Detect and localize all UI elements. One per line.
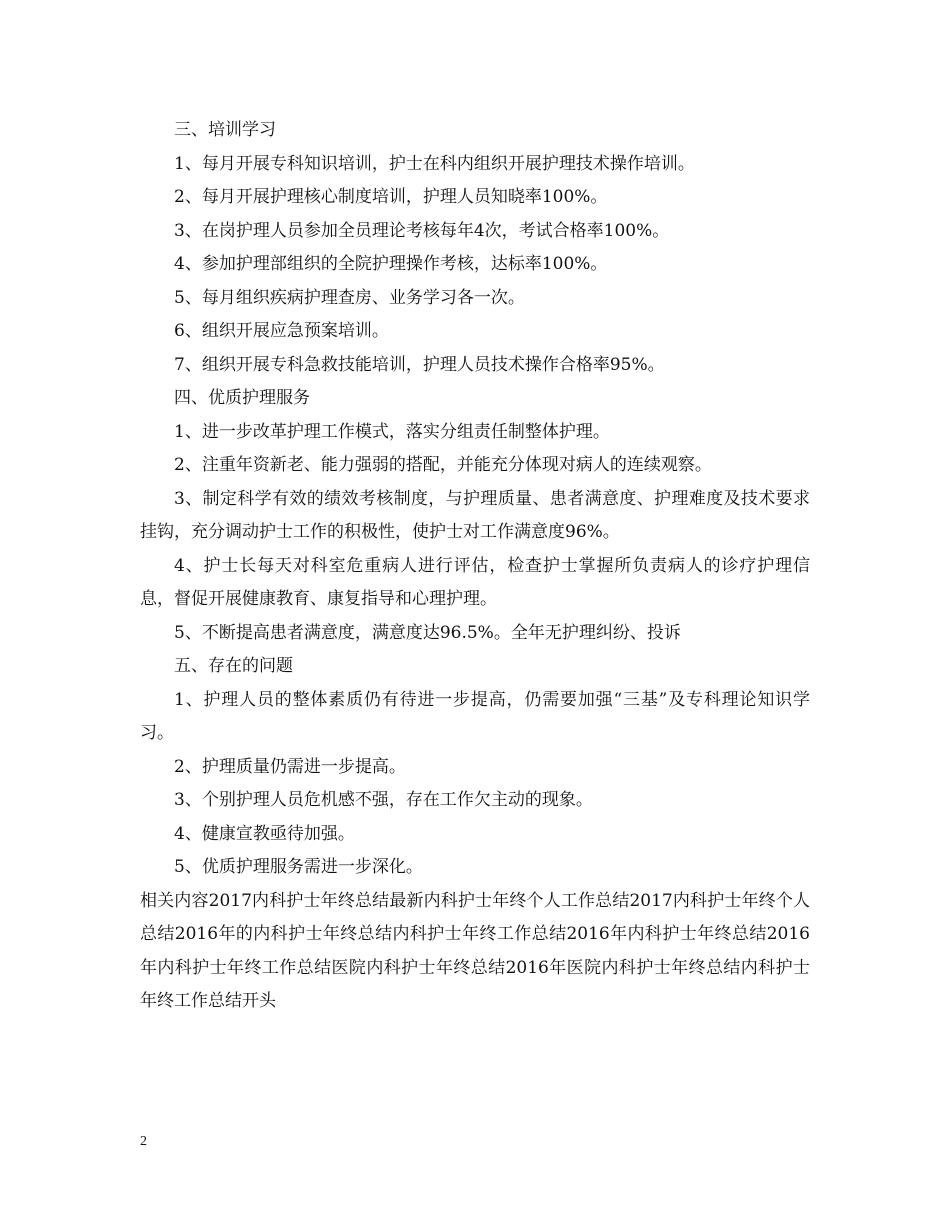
section-heading-quality-service: 四、优质护理服务 [174,388,310,408]
problem-item-3: 3、个别护理人员危机感不强，存在工作欠主动的现象。 [174,790,593,810]
related-content: 相关内容2017内科护士年终总结最新内科护士年终个人工作总结2017内科护士年终个人总结2016年的内科护士年终总结内科护士年终工作总结2016年内科护士年终总结2016年内科护士年终工作总结医院内科护士年终总结2016年医院内科护士年终总结内科护士年终工作总结开头 [140,890,810,1011]
section-heading-problems: 五、存在的问题 [174,656,293,676]
quality-service-item-2: 2、注重年资新老、能力强弱的搭配，并能充分体现对病人的连续观察。 [174,455,712,475]
quality-service-item-5: 5、不断提高患者满意度，满意度达96.5%。全年无护理纠纷、投诉 [174,622,681,643]
problem-item-5: 5、优质护理服务需进一步深化。 [174,857,423,877]
problem-item-2: 2、护理质量仍需进一步提高。 [174,756,406,777]
quality-service-item-1: 1、进一步改革护理工作模式，落实分组责任制整体护理。 [174,421,610,442]
problem-item-1: 1、护理人员的整体素质仍有待进一步提高，仍需要加强“三基”及专科理论知识学习。 [140,689,810,743]
training-item-4: 4、参加护理部组织的全院护理操作考核，达标率100%。 [174,254,608,274]
page-number: 2 [140,1134,147,1149]
training-item-1: 1、每月开展专科知识培训，护士在科内组织开展护理技术操作培训。 [174,153,695,174]
quality-service-item-3: 3、制定科学有效的绩效考核制度，与护理质量、患者满意度、护理难度及技术要求挂钩，充分调动护士工作的积极性，使护士对工作满意度96%。 [140,488,810,542]
training-item-3: 3、在岗护理人员参加全员理论考核每年4次，考试合格率100%。 [174,220,670,241]
training-item-6: 6、组织开展应急预案培训。 [174,321,389,341]
training-item-7: 7、组织开展专科急救技能培训，护理人员技术操作合格率95%。 [174,354,665,375]
document-body [140,114,810,1019]
training-item-5: 5、每月组织疾病护理查房、业务学习各一次。 [174,287,525,308]
quality-service-item-4: 4、护士长每天对科室危重病人进行评估，检查护士掌握所负责病人的诊疗护理信息，督促开展健康教育、康复指导和心理护理。 [140,555,810,609]
problem-item-4: 4、健康宣教亟待加强。 [174,823,355,844]
section-heading-training: 三、培训学习 [174,120,276,140]
training-item-2: 2、每月开展护理核心制度培训，护理人员知晓率100%。 [174,187,608,207]
